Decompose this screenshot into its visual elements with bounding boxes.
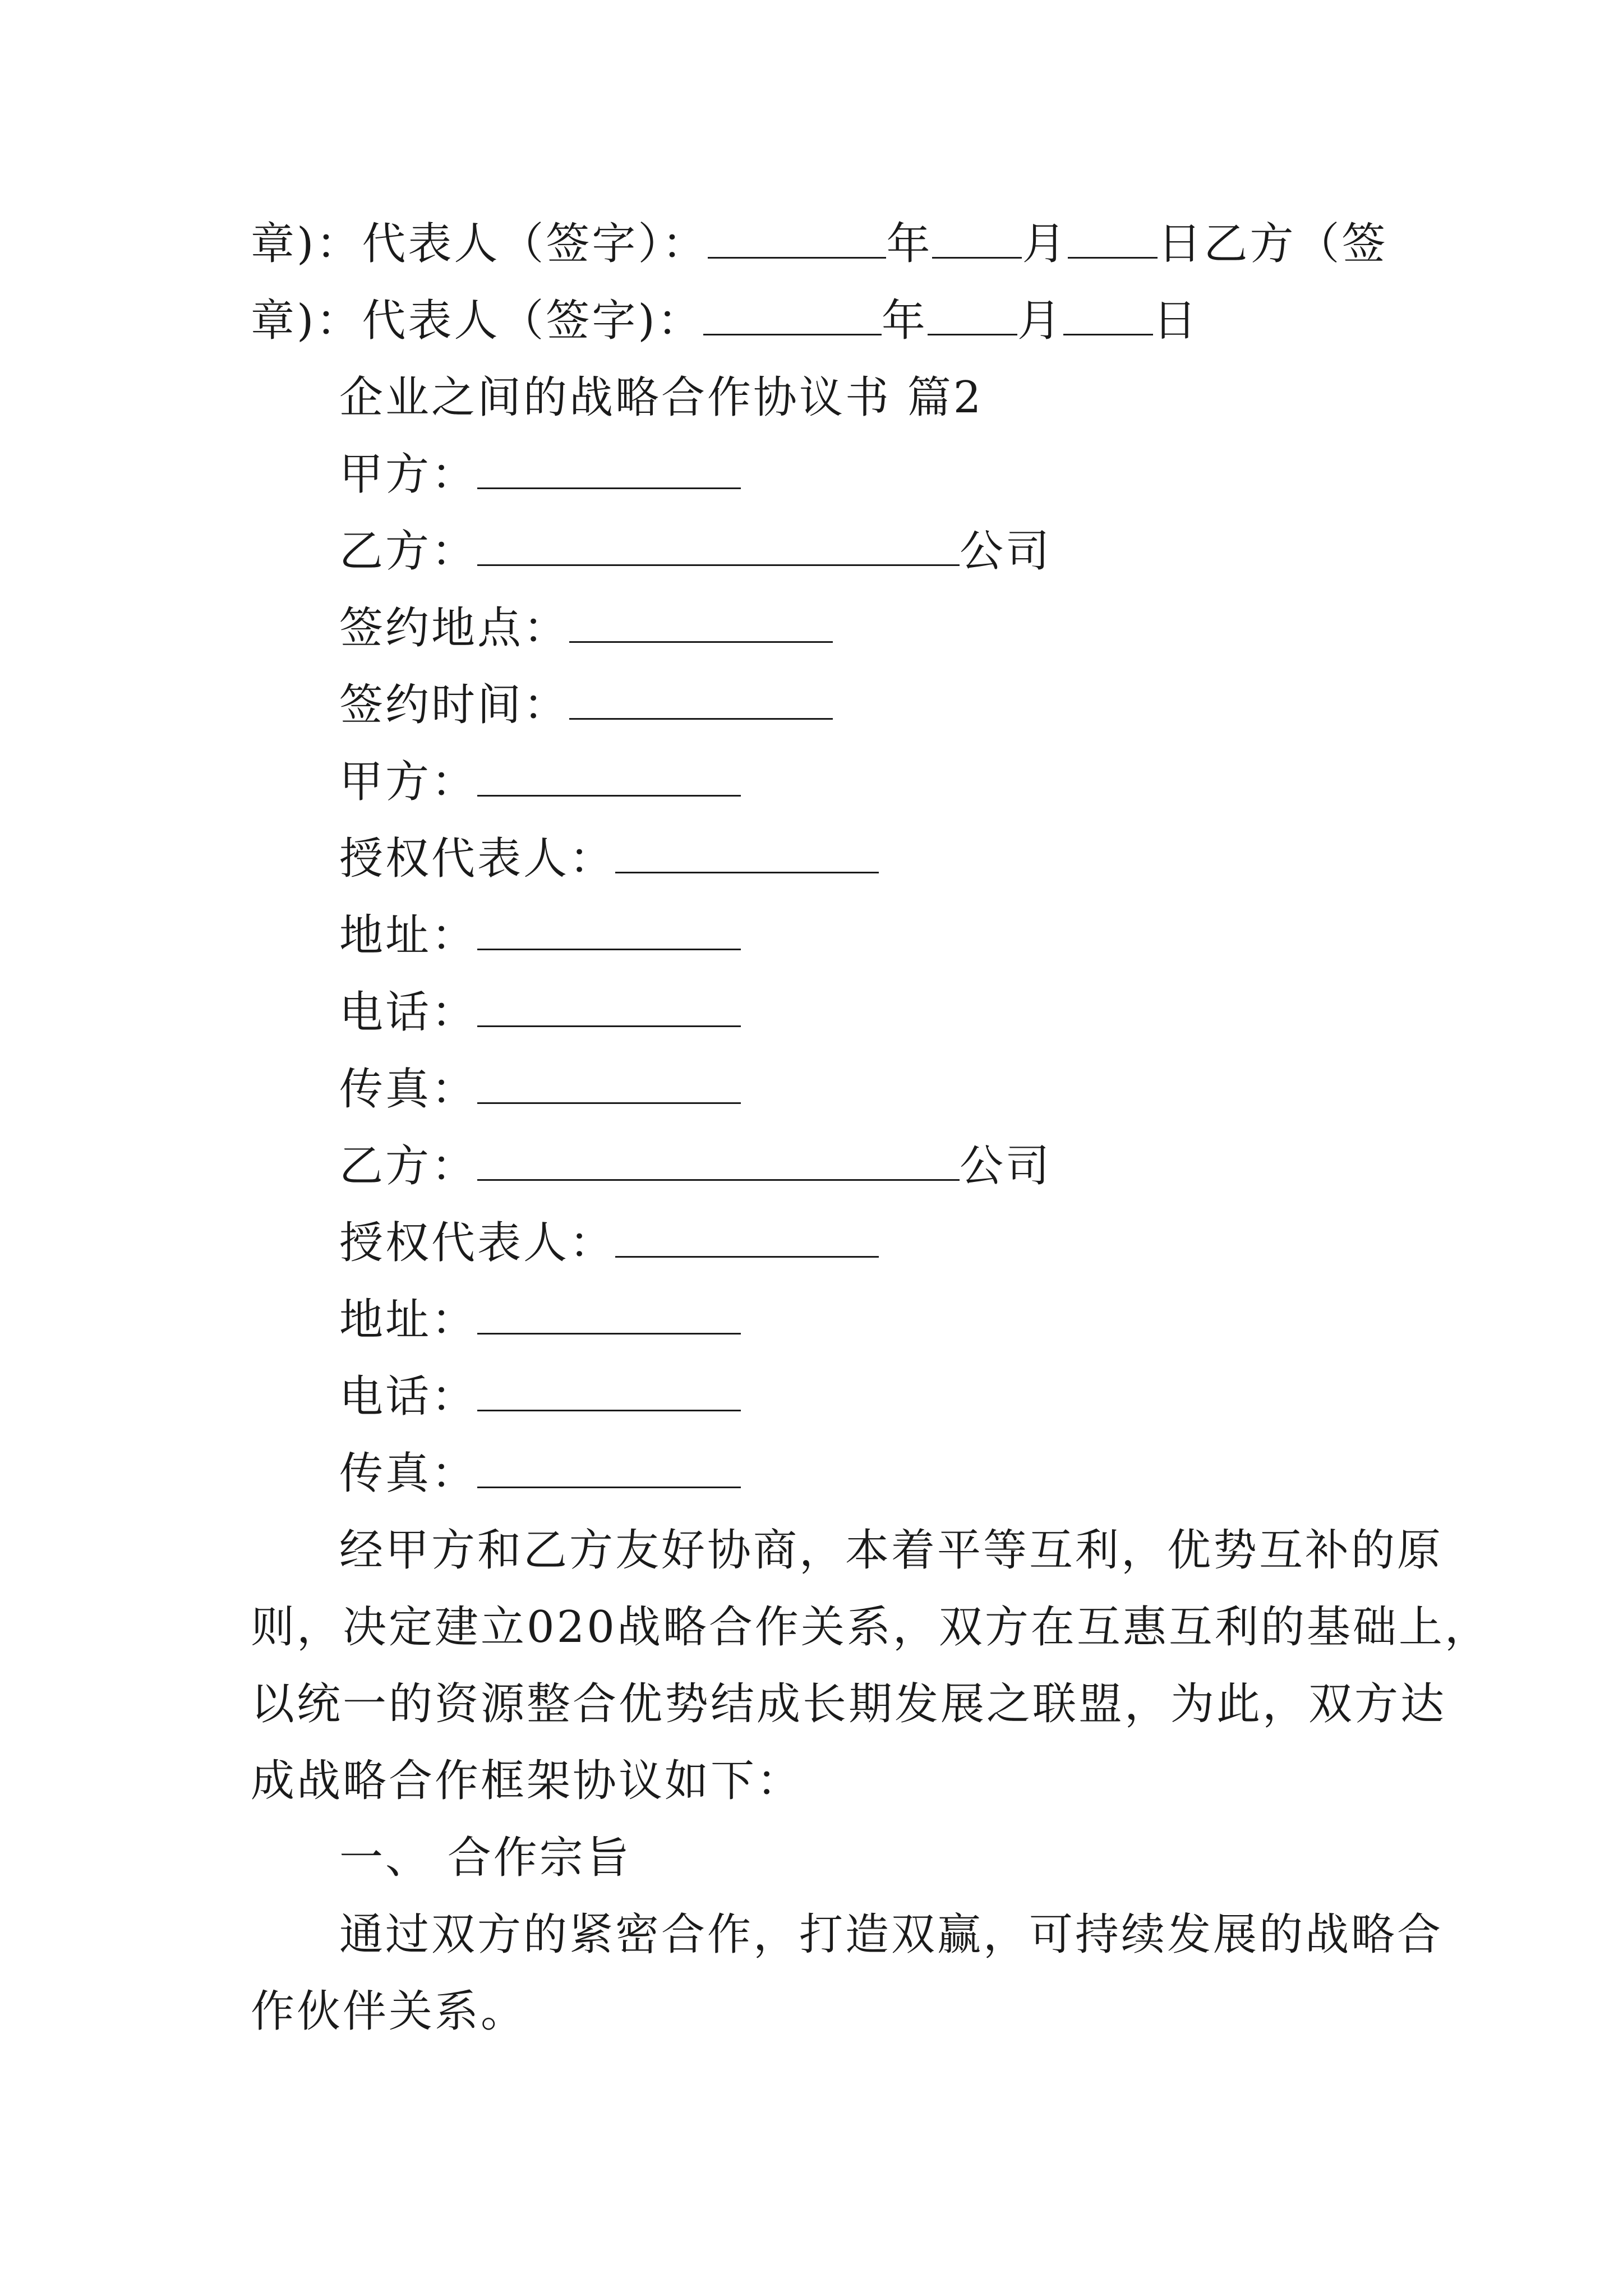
field-label: 甲方： [339,757,478,807]
field-label: 地址： [339,910,478,961]
blank-field [703,299,882,335]
blank-field [477,1452,741,1488]
year-label: 年 [886,219,933,269]
party-a-address [251,898,1384,974]
party-a-representative [251,821,1384,898]
blank-field [569,683,833,720]
blank-field [477,1144,960,1181]
party-b-name [251,1128,1384,1205]
blank-field [928,299,1017,335]
field-signing-time [251,667,1384,744]
blank-field [932,222,1022,259]
party-b-fax [251,1435,1384,1512]
field-label: 传真： [339,1448,478,1499]
blank-field [477,991,741,1027]
blank-field [615,1221,879,1258]
signature-label: 章)：代表人（签字)： [251,296,703,346]
field-label: 电话： [339,987,478,1038]
field-party-b [251,513,1384,590]
blank-field [477,1298,741,1335]
field-signing-place [251,590,1384,667]
month-label: 月 [1022,219,1068,269]
day-label: 日乙方（签 [1158,219,1388,269]
blank-field [477,453,741,489]
field-suffix: 公司 [960,526,1052,577]
blank-field [477,530,960,566]
blank-field [708,222,886,259]
year-label: 年 [881,296,928,346]
party-a-phone [251,974,1384,1051]
blank-field [477,1375,741,1411]
field-label: 地址： [339,1295,478,1345]
party-a-fax [251,1051,1384,1128]
field-label: 签约时间： [339,680,570,730]
party-a-name [251,744,1384,821]
purpose-paragraph-line: 作伙伴关系。 [251,1986,527,2037]
section-title: 企业之间的战略合作协议书 篇2 [339,372,984,423]
field-label: 传真： [339,1064,478,1115]
party-b-address [251,1282,1384,1359]
month-label: 月 [1017,296,1063,346]
blank-field [1068,222,1158,259]
blank-field [615,837,879,873]
signature-label: 章)：代表人（签字）： [251,219,708,269]
purpose-paragraph-line: 通过双方的紧密合作，打造双赢，可持续发展的战略合 [339,1910,1444,1960]
document-body [251,206,1491,2050]
blank-field [477,914,741,950]
intro-paragraph-line: 则，决定建立020战略合作关系，双方在互惠互利的基础上， [251,1602,1491,1653]
field-label: 乙方： [339,1141,478,1191]
party-b-representative [251,1205,1384,1282]
field-party-a [251,436,1384,513]
day-label: 日 [1152,296,1199,346]
blank-field [477,1068,741,1104]
field-label: 签约地点： [339,603,570,654]
field-label: 乙方： [339,526,478,577]
field-label: 甲方： [339,449,478,500]
blank-field [569,606,833,643]
intro-paragraph-line: 成战略合作框架协议如下： [251,1756,803,1806]
field-label: 电话： [339,1372,478,1422]
field-label: 授权代表人： [339,834,616,884]
intro-paragraph-line: 经甲方和乙方友好协商，本着平等互利，优势互补的原 [339,1525,1444,1576]
intro-paragraph-line: 以统一的资源整合优势结成长期发展之联盟，为此，双方达 [251,1679,1447,1729]
signature-line-1 [251,206,1388,283]
field-label: 授权代表人： [339,1218,616,1268]
blank-field [477,760,741,797]
signature-line-2 [251,283,1384,360]
party-b-phone [251,1359,1384,1435]
field-suffix: 公司 [960,1141,1052,1191]
blank-field [1063,299,1153,335]
section-heading: 一、 合作宗旨 [339,1833,631,1883]
